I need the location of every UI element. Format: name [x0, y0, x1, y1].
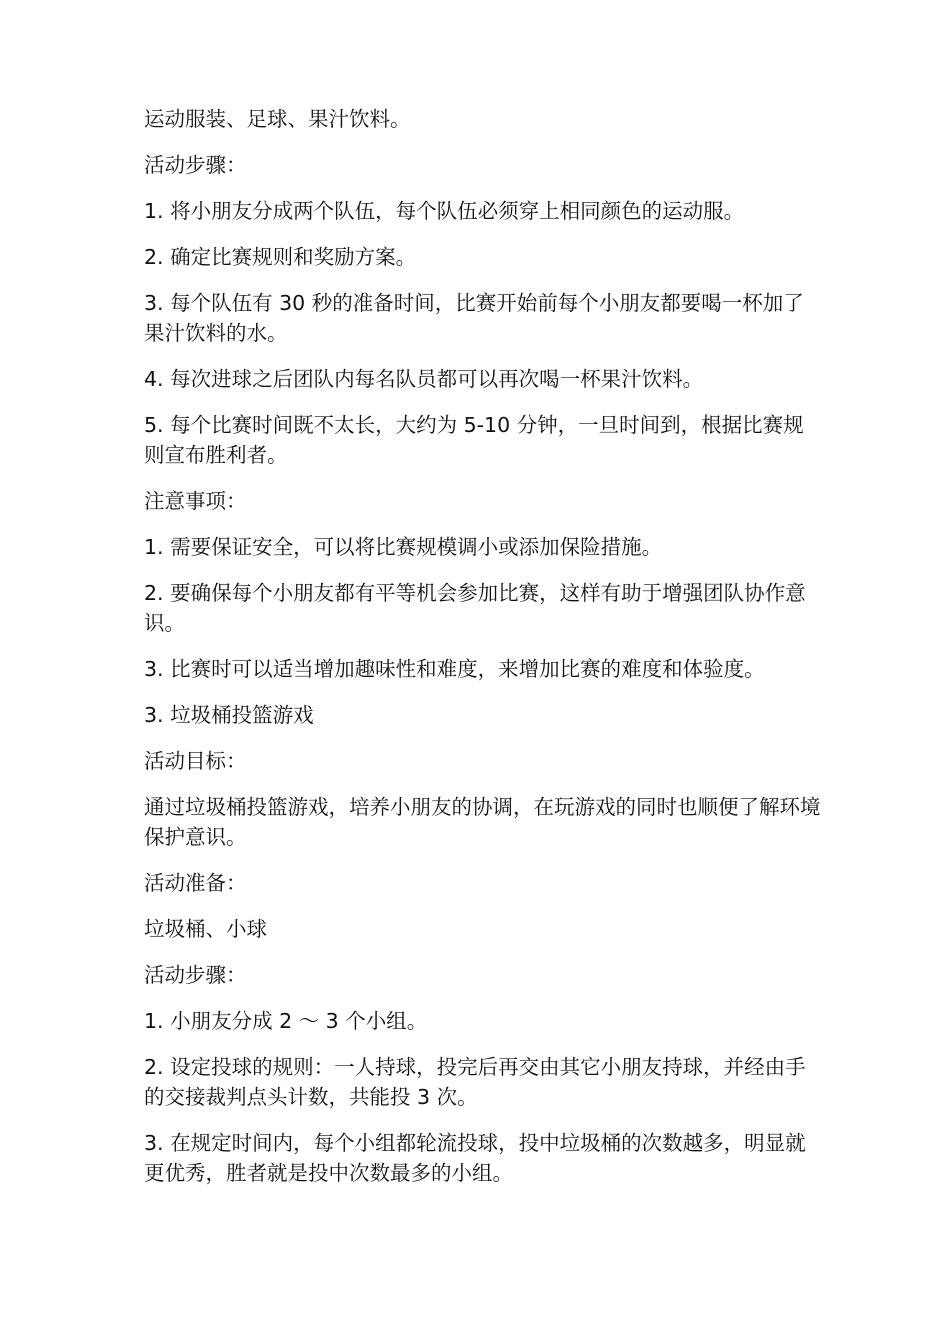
step-item: 3. 在规定时间内，每个小组都轮流投球，投中垃圾桶的次数越多，明显就更优秀，胜者就是投中次数最多的小组。	[144, 1131, 806, 1185]
step-item: 5. 每个比赛时间既不太长，大约为 5-10 分钟，一旦时间到，根据比赛规则宣布胜利者。	[144, 413, 804, 467]
heading-notes: 注意事项：	[144, 489, 247, 513]
step-item: 4. 每次进球之后团队内每名队员都可以再次喝一杯果汁饮料。	[144, 367, 704, 391]
step-item: 3. 每个队伍有 30 秒的准备时间，比赛开始前每个小朋友都要喝一杯加了果汁饮料的水。	[144, 291, 804, 345]
heading-activity-preparation: 活动准备：	[144, 871, 247, 895]
heading-activity-goal: 活动目标：	[144, 749, 247, 773]
step-item: 1. 将小朋友分成两个队伍，每个队伍必须穿上相同颜色的运动服。	[144, 199, 745, 223]
note-item: 2. 要确保每个小朋友都有平等机会参加比赛，这样有助于增强团队协作意识。	[144, 581, 806, 635]
note-item: 3. 比赛时可以适当增加趣味性和难度，来增加比赛的难度和体验度。	[144, 657, 765, 681]
paragraph-preparation: 垃圾桶、小球	[144, 917, 267, 941]
paragraph-materials: 运动服装、足球、果汁饮料。	[144, 107, 411, 131]
section-title-trash-can-game: 3. 垃圾桶投篮游戏	[144, 703, 314, 727]
step-item: 2. 确定比赛规则和奖励方案。	[144, 245, 417, 269]
step-item: 2. 设定投球的规则：一人持球，投完后再交由其它小朋友持球，并经由手的交接裁判点头计数，共能投 3 次。	[144, 1055, 806, 1109]
step-item: 1. 小朋友分成 2 ～ 3 个小组。	[144, 1009, 428, 1033]
paragraph-goal: 通过垃圾桶投篮游戏，培养小朋友的协调，在玩游戏的同时也顺便了解环境保护意识。	[144, 795, 821, 849]
note-item: 1. 需要保证安全，可以将比赛规模调小或添加保险措施。	[144, 535, 663, 559]
document-body	[144, 104, 824, 1204]
heading-activity-steps-2: 活动步骤：	[144, 963, 247, 987]
heading-activity-steps: 活动步骤：	[144, 153, 247, 177]
